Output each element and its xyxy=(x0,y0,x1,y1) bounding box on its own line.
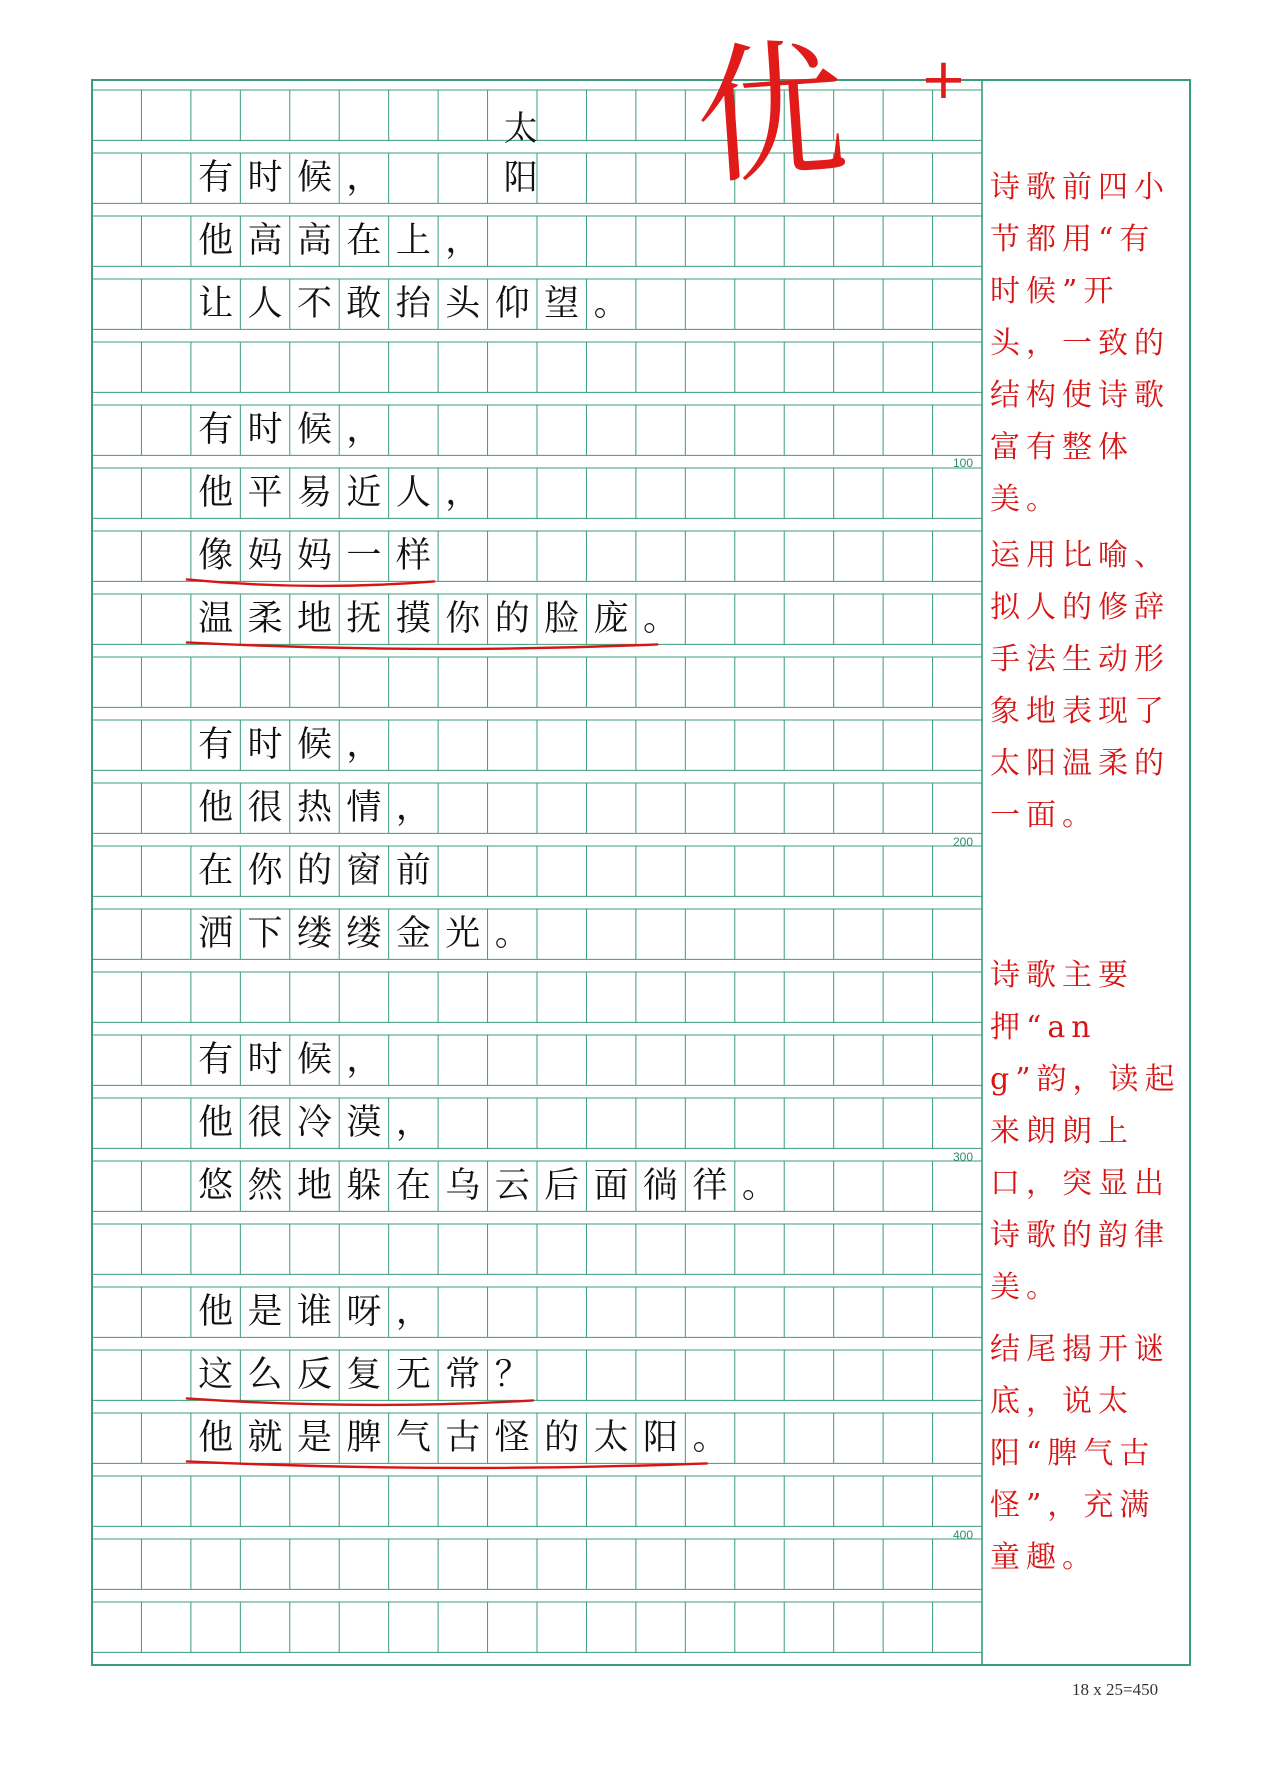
poem-char: 候 xyxy=(296,1039,332,1080)
poem-char: 复 xyxy=(346,1354,382,1395)
poem-char: 地 xyxy=(296,598,332,639)
poem-line xyxy=(191,1102,438,1143)
poem-char: 金 xyxy=(395,913,431,954)
poem-char: 像 xyxy=(198,535,234,576)
grid-size-formula: 18 x 25=450 xyxy=(1072,1680,1159,1699)
poem-char: 的 xyxy=(296,850,332,891)
poem-char: 脾 xyxy=(346,1417,382,1458)
poem-char: 时 xyxy=(247,1039,283,1080)
poem-char: 有 xyxy=(198,1039,234,1080)
poem-char: 的 xyxy=(494,598,530,639)
poem-char: 热 xyxy=(296,787,332,828)
poem-char: 就 xyxy=(247,1417,283,1458)
poem-char: 高 xyxy=(296,220,332,261)
poem-char: 怪 xyxy=(494,1417,530,1458)
poem-char: 在 xyxy=(346,220,382,261)
poem-line xyxy=(191,535,438,576)
poem-char: 是 xyxy=(296,1417,332,1458)
teacher-comment-2: 运用比喻、拟人的修辞手法生动形象地表现了太阳温柔的一面。 xyxy=(990,538,1170,833)
poem-char: 光 xyxy=(445,913,481,954)
poem-char: 漠 xyxy=(346,1102,382,1143)
poem-char: 摸 xyxy=(395,598,431,639)
poem-title xyxy=(496,101,546,199)
poem-char: 高 xyxy=(247,220,283,261)
poem-char: 的 xyxy=(544,1417,580,1458)
poem-char: ， xyxy=(395,1291,431,1332)
poem-line xyxy=(191,1291,438,1332)
poem-char: 他 xyxy=(198,220,234,261)
poem-line xyxy=(191,283,636,324)
poem-char: 这 xyxy=(198,1354,234,1395)
poem-line xyxy=(191,598,685,639)
poem-char: 。 xyxy=(741,1165,777,1206)
poem-char: 让 xyxy=(198,283,234,324)
poem-char: 徉 xyxy=(692,1165,728,1206)
poem-line xyxy=(191,220,488,261)
poem-char: 太 xyxy=(593,1417,629,1458)
poem-char: 躲 xyxy=(346,1165,382,1206)
poem-char: 后 xyxy=(544,1165,580,1206)
poem-char: 无 xyxy=(395,1354,431,1395)
poem-char: 温 xyxy=(198,598,234,639)
poem-title-text: 太阳 xyxy=(503,109,538,198)
word-count-100: 100 xyxy=(953,456,974,470)
word-count-200: 200 xyxy=(953,835,974,849)
poem-char: 面 xyxy=(593,1165,629,1206)
poem-char: 徜 xyxy=(643,1165,679,1206)
poem-char: 窗 xyxy=(346,850,382,891)
poem-char: 时 xyxy=(247,157,283,198)
grade-plus-sign: + xyxy=(920,47,967,112)
poem-char: 地 xyxy=(296,1165,332,1206)
poem-char: 抬 xyxy=(395,283,431,324)
poem-char: 很 xyxy=(247,1102,283,1143)
poem-char: ， xyxy=(445,472,481,513)
poem-char: ， xyxy=(346,1039,382,1080)
poem-char: 情 xyxy=(346,787,382,828)
poem-char: ， xyxy=(445,220,481,261)
poem-line xyxy=(191,1417,735,1458)
grade-mark: 优 xyxy=(690,22,852,208)
poem-char: 不 xyxy=(296,283,332,324)
teacher-comment-1: 诗歌前四小节都用“有时候”开头，一致的结构使诗歌富有整体美。 xyxy=(990,170,1170,517)
poem-char: 时 xyxy=(247,409,283,450)
poem-char: 云 xyxy=(494,1165,530,1206)
poem-char: 样 xyxy=(395,535,431,576)
poem-char: 上 xyxy=(395,220,431,261)
poem-line xyxy=(191,409,389,450)
poem-char: ， xyxy=(346,409,382,450)
poem-line xyxy=(191,1354,537,1395)
poem-char: 人 xyxy=(247,283,283,324)
poem-char: 一 xyxy=(346,535,382,576)
poem-char: 候 xyxy=(296,409,332,450)
poem-char: 有 xyxy=(198,157,234,198)
poem-char: 人 xyxy=(395,472,431,513)
poem-char: 望 xyxy=(544,283,580,324)
poem-char: 冷 xyxy=(296,1102,332,1143)
poem-char: 么 xyxy=(247,1354,283,1395)
poem-line xyxy=(191,1165,784,1206)
poem-char: 有 xyxy=(198,409,234,450)
poem-line xyxy=(191,1039,389,1080)
poem-char: ， xyxy=(395,1102,431,1143)
poem-char: ， xyxy=(346,157,382,198)
poem-char: ？ xyxy=(494,1354,530,1395)
poem-char: 呀 xyxy=(346,1291,382,1332)
poem-char: 妈 xyxy=(247,535,283,576)
poem-char: 缕 xyxy=(346,913,382,954)
poem-char: 他 xyxy=(198,1417,234,1458)
poem-char: 敢 xyxy=(346,283,382,324)
poem-char: 仰 xyxy=(494,283,530,324)
poem-line xyxy=(191,913,537,954)
poem-char: ， xyxy=(346,724,382,765)
poem-char: 气 xyxy=(395,1417,431,1458)
poem-char: 脸 xyxy=(544,598,580,639)
poem-char: 在 xyxy=(395,1165,431,1206)
poem-char: 是 xyxy=(247,1291,283,1332)
poem-char: 易 xyxy=(296,472,332,513)
poem-line xyxy=(191,850,438,891)
poem-line xyxy=(191,724,389,765)
poem-char: 你 xyxy=(247,850,283,891)
poem-char: 。 xyxy=(593,283,629,324)
word-count-300: 300 xyxy=(953,1150,974,1164)
poem-char: 他 xyxy=(198,1102,234,1143)
poem-char: 洒 xyxy=(198,913,234,954)
poem-char: 时 xyxy=(247,724,283,765)
poem-char: 你 xyxy=(445,598,481,639)
poem-char: 有 xyxy=(198,724,234,765)
teacher-comment-4: 结尾揭开谜底，说太阳“脾气古怪”，充满童趣。 xyxy=(990,1332,1170,1575)
teacher-comment-3: 诗歌主要押“ang”韵，读起来朗朗上口，突显出诗歌的韵律美。 xyxy=(990,958,1181,1305)
poem-line xyxy=(191,472,488,513)
poem-char: 然 xyxy=(247,1165,283,1206)
poem-char: 。 xyxy=(692,1417,728,1458)
poem-char: 乌 xyxy=(445,1165,481,1206)
poem-char: 柔 xyxy=(247,598,283,639)
poem-char: 。 xyxy=(643,598,679,639)
poem-line xyxy=(191,157,389,198)
poem-char: 下 xyxy=(247,913,283,954)
poem-char: 他 xyxy=(198,1291,234,1332)
poem-char: 庞 xyxy=(593,598,629,639)
poem-char: 在 xyxy=(198,850,234,891)
poem-char: 很 xyxy=(247,787,283,828)
poem-char: 前 xyxy=(395,850,431,891)
word-count-400: 400 xyxy=(953,1528,974,1542)
poem-char: 平 xyxy=(247,472,283,513)
poem-char: 反 xyxy=(296,1354,332,1395)
poem-char: 头 xyxy=(445,283,481,324)
poem-char: ， xyxy=(395,787,431,828)
poem-char: 妈 xyxy=(296,535,332,576)
poem-char: 缕 xyxy=(296,913,332,954)
poem-char: 近 xyxy=(346,472,382,513)
poem-char: 。 xyxy=(494,913,530,954)
poem-char: 悠 xyxy=(198,1165,234,1206)
poem-char: 他 xyxy=(198,787,234,828)
poem-char: 候 xyxy=(296,724,332,765)
poem-char: 他 xyxy=(198,472,234,513)
poem-char: 阳 xyxy=(643,1417,679,1458)
poem-char: 常 xyxy=(445,1354,481,1395)
poem-char: 谁 xyxy=(296,1291,332,1332)
poem-char: 候 xyxy=(296,157,332,198)
poem-char: 古 xyxy=(445,1417,481,1458)
poem-char: 抚 xyxy=(346,598,382,639)
poem-line xyxy=(191,787,438,828)
